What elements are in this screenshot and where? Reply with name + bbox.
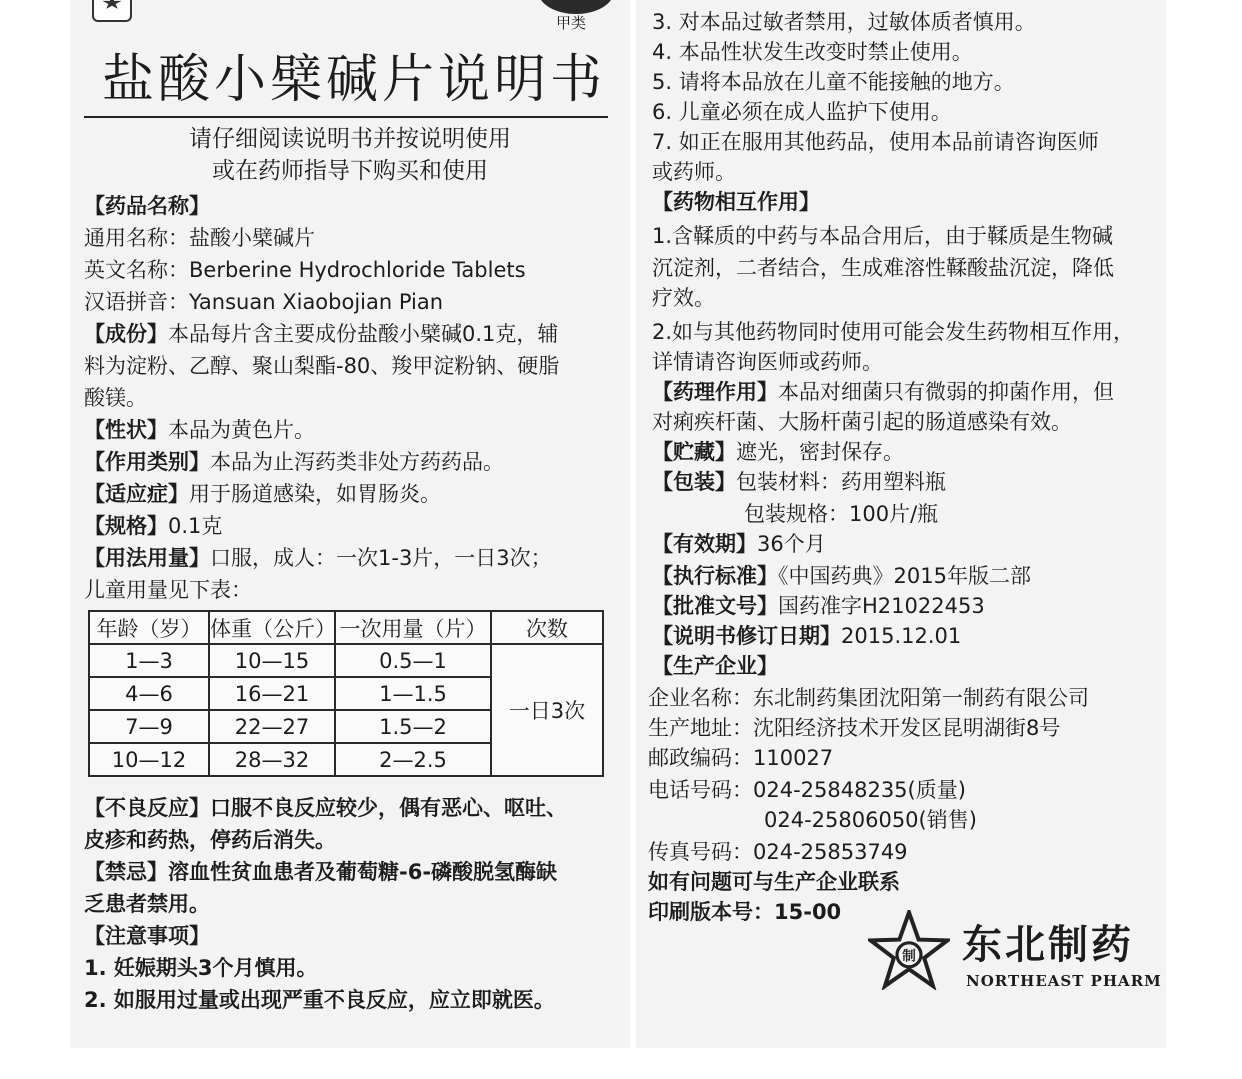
- right-line: 2.如与其他药物同时使用可能会发生药物相互作用，: [652, 320, 1135, 344]
- right-line: 详情请咨询医师或药师。: [652, 350, 883, 374]
- table-cell: 1—1.5: [335, 677, 491, 710]
- company-name-cn: 东北制药: [962, 922, 1134, 968]
- left-line: 儿童用量见下表：: [84, 578, 252, 602]
- document-title: 盐酸小檗碱片说明书: [102, 50, 607, 110]
- table-header-cell: 次数: [491, 611, 603, 644]
- table-header-cell: 体重（公斤）: [209, 611, 335, 644]
- right-line: 【贮藏】遮光，密封保存。: [652, 440, 904, 464]
- company-name-en: NORTHEAST PHARM: [966, 972, 1162, 990]
- right-line: 3. 对本品过敏者禁用，过敏体质者慎用。: [652, 10, 1036, 34]
- right-line: 生产地址：沈阳经济技术开发区昆明湖街8号: [648, 716, 1061, 740]
- left-line: 【规格】0.1克: [84, 514, 223, 538]
- right-line: 【批准文号】国药准字H21022453: [652, 594, 985, 618]
- table-header-cell: 一次用量（片）: [335, 611, 491, 644]
- table-cell: 16—21: [209, 677, 335, 710]
- subtitle-line-1: 请仔细阅读说明书并按说明使用: [189, 126, 511, 152]
- table-cell: 1.5—2: [335, 710, 491, 743]
- right-line: 对痢疾杆菌、大肠杆菌引起的肠道感染有效。: [652, 410, 1072, 434]
- left-line: 【适应症】用于肠道感染，如胃肠炎。: [84, 482, 441, 506]
- right-line: 印刷版本号：15-00: [648, 900, 842, 924]
- right-line: 电话号码：024-25848235(质量): [648, 778, 966, 802]
- table-header-cell: 年龄（岁）: [89, 611, 209, 644]
- frequency-cell: 一日3次: [491, 644, 603, 776]
- right-line: 4. 本品性状发生改变时禁止使用。: [652, 40, 973, 64]
- company-logo-icon: [868, 910, 950, 990]
- right-line: 5. 请将本品放在儿童不能接触的地方。: [652, 70, 1015, 94]
- right-line: 企业名称：东北制药集团沈阳第一制药有限公司: [648, 686, 1089, 710]
- left-line: 汉语拼音：Yansuan Xiaobojian Pian: [84, 290, 444, 314]
- otc-class-label: 甲类: [556, 14, 587, 32]
- right-line: 024-25806050(销售): [764, 808, 977, 832]
- left-line: 酸镁。: [84, 386, 147, 410]
- left-line: 【药品名称】: [84, 194, 210, 218]
- right-line: 沉淀剂，二者结合，生成难溶性鞣酸盐沉淀，降低: [652, 256, 1114, 280]
- table-cell: 2—2.5: [335, 743, 491, 776]
- left-lower-line: 乏患者禁用。: [84, 892, 210, 916]
- table-cell: 10—12: [89, 743, 209, 776]
- right-line: 疗效。: [652, 286, 715, 310]
- table-row: [89, 644, 603, 677]
- right-column: [636, 0, 1166, 1048]
- right-line: 6. 儿童必须在成人监护下使用。: [652, 100, 952, 124]
- logo-emblem-text: 制: [902, 948, 916, 965]
- left-lower-line: 【禁忌】溶血性贫血患者及葡萄糖-6-磷酸脱氢酶缺: [84, 860, 558, 884]
- right-line: 【说明书修订日期】2015.12.01: [652, 624, 962, 648]
- right-line: 【执行标准】《中国药典》2015年版二部: [652, 564, 1031, 588]
- table-cell: 4—6: [89, 677, 209, 710]
- right-line: 【包装】包装材料：药用塑料瓶: [652, 470, 946, 494]
- left-line: 【作用类别】本品为止泻药类非处方药药品。: [84, 450, 504, 474]
- right-line: 1.含鞣质的中药与本品合用后，由于鞣质是生物碱: [652, 224, 1114, 248]
- title-divider: [84, 116, 608, 118]
- table-cell: 1—3: [89, 644, 209, 677]
- left-lower-line: 皮疹和药热，停药后消失。: [84, 828, 336, 852]
- left-line: 【成份】本品每片含主要成份盐酸小檗碱0.1克，辅: [84, 322, 559, 346]
- left-lower-line: 【不良反应】口服不良反应较少，偶有恶心、呕吐、: [84, 796, 567, 820]
- left-line: 通用名称：盐酸小檗碱片: [84, 226, 315, 250]
- table-header-row: [89, 611, 603, 644]
- right-line: 7. 如正在服用其他药品，使用本品前请咨询医师: [652, 130, 1099, 154]
- table-cell: 10—15: [209, 644, 335, 677]
- star-emblem-icon: [92, 0, 132, 22]
- table-cell: 22—27: [209, 710, 335, 743]
- left-lower-line: 1. 妊娠期头3个月慎用。: [84, 956, 318, 980]
- table-cell: 28—32: [209, 743, 335, 776]
- left-line: 【用法用量】口服，成人：一次1-3片，一日3次；: [84, 546, 552, 570]
- right-line: 【药物相互作用】: [652, 190, 820, 214]
- right-line: 包装规格：100片/瓶: [744, 502, 939, 526]
- left-lower-line: 【注意事项】: [84, 924, 210, 948]
- right-line: 【药理作用】本品对细菌只有微弱的抑菌作用，但: [652, 380, 1114, 404]
- right-line: 邮政编码：110027: [648, 746, 834, 770]
- left-column: [70, 0, 630, 1048]
- right-line: 【有效期】36个月: [652, 532, 826, 556]
- left-line: 英文名称：Berberine Hydrochloride Tablets: [84, 258, 526, 282]
- right-line: 传真号码：024-25853749: [648, 840, 908, 864]
- right-line: 或药师。: [652, 160, 736, 184]
- table-cell: 7—9: [89, 710, 209, 743]
- left-line: 【性状】本品为黄色片。: [84, 418, 315, 442]
- right-line: 【生产企业】: [652, 654, 778, 678]
- left-lower-line: 2. 如服用过量或出现严重不良反应，应立即就医。: [84, 988, 555, 1012]
- table-cell: 0.5—1: [335, 644, 491, 677]
- left-line: 料为淀粉、乙醇、聚山梨酯-80、羧甲淀粉钠、硬脂: [84, 354, 560, 378]
- subtitle-line-2: 或在药师指导下购买和使用: [212, 158, 488, 184]
- dosage-table: [88, 610, 604, 777]
- right-line: 如有问题可与生产企业联系: [648, 870, 900, 894]
